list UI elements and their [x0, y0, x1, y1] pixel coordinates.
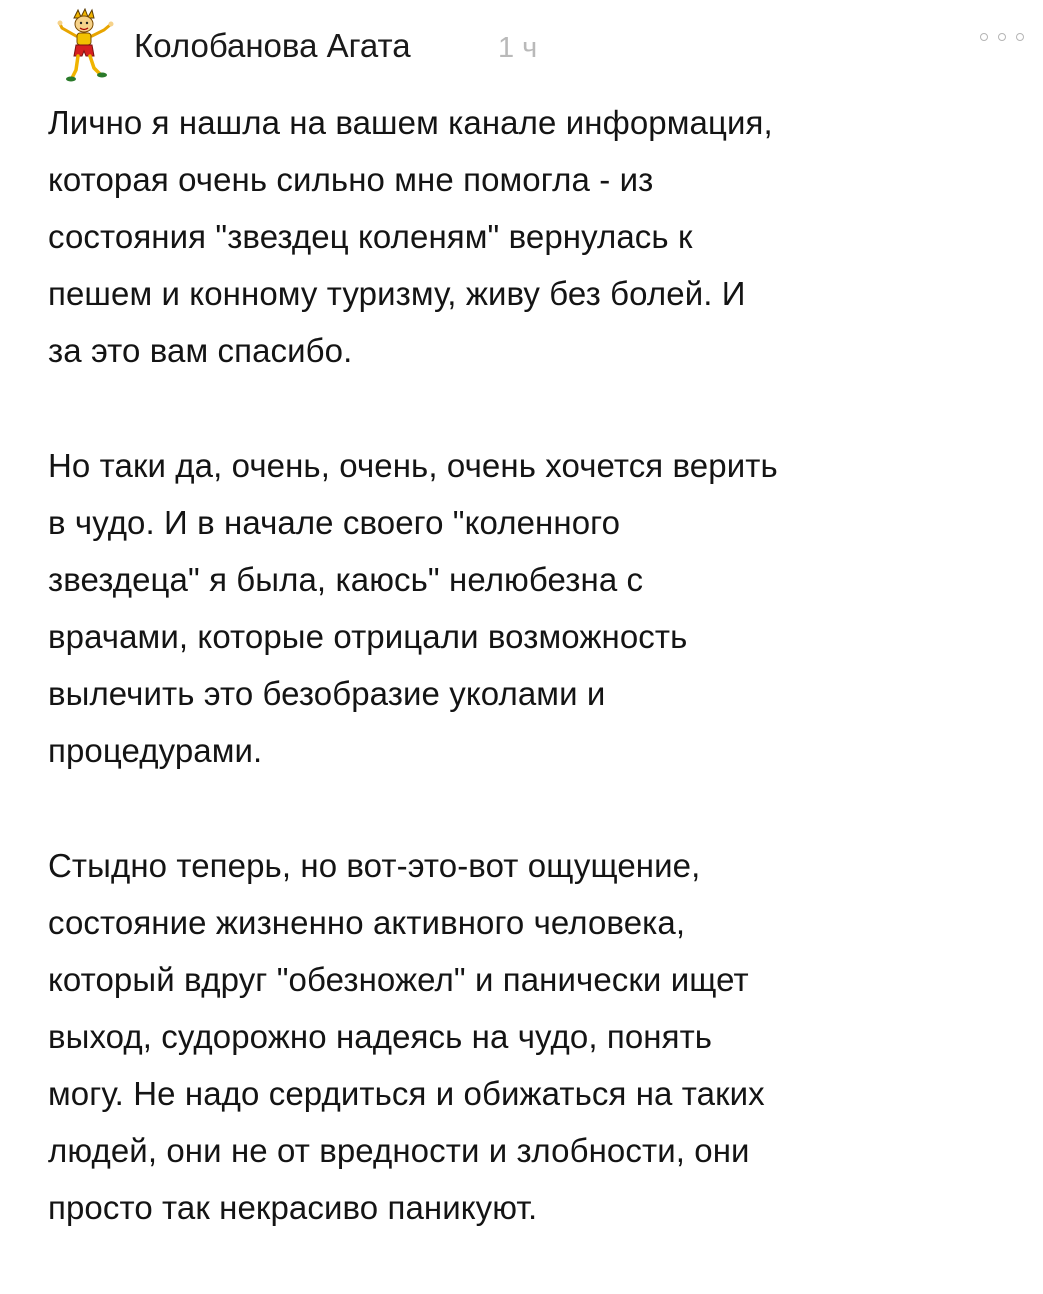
comment-timestamp: 1 ч — [498, 32, 538, 64]
comment-paragraph-2: Но таки да, очень, очень, очень хочется верить в чудо. И в начале своего "коленного звездеца" я была, каюсь" нелюбезна с врачами, которые отрицали возможность вылечить это безобразие уколами и процедурами. — [48, 447, 778, 769]
more-dots-icon[interactable] — [974, 22, 1030, 52]
cartoon-character-avatar-icon — [50, 8, 126, 84]
comment-paragraph-1: Лично я нашла на вашем канале информация, которая очень сильно мне помогла - из состояния "звездец коленям" вернулась к пешем и конному туризму, живу без болей. И за это вам спасибо. — [48, 104, 773, 369]
dot — [1016, 33, 1024, 41]
dot — [998, 33, 1006, 41]
comment-header — [40, 8, 1030, 84]
comment-body — [48, 94, 1008, 1294]
avatar[interactable] — [50, 8, 126, 84]
dot — [980, 33, 988, 41]
author-name[interactable]: Колобанова Агата — [134, 27, 411, 64]
comment-paragraph-3: Стыдно теперь, но вот-это-вот ощущение, состояние жизненно активного человека, который вдруг "обезножел" и панически ищет выход, судорожно надеясь на чудо, понять могу. Не надо сердиться и обижаться на таких людей, они не от вредности и злобности, они просто так некрасиво паникуют. — [48, 847, 765, 1226]
